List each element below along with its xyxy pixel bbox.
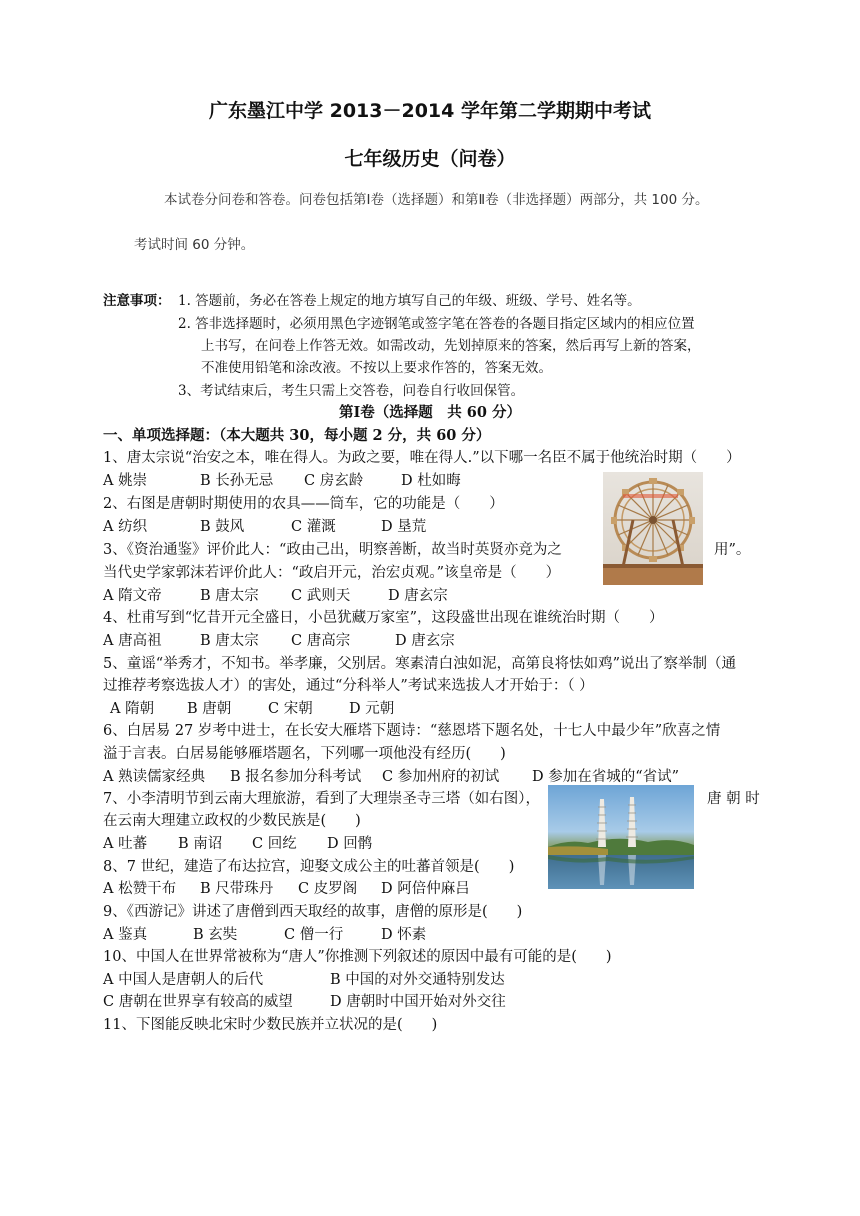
- note-item: 3、考试结束后，考生只需上交答卷，问卷自行收回保管。: [178, 383, 525, 399]
- question-stem: 过推荐考察选拔人才）的害处，通过“分科举人”考试来选拔人才开始于：（ ）: [103, 678, 594, 694]
- question-stem: 10、中国人在世界常被称为“唐人”你推测下列叙述的原因中最有可能的是( ): [103, 949, 612, 965]
- option: D 垦荒: [381, 519, 427, 535]
- option: B 唐太宗: [200, 633, 259, 649]
- note-item: 上书写，在问卷上作答无效。如需改动，先划掉原来的答案，然后再写上新的答案，: [201, 338, 701, 354]
- question-stem: 9、《西游记》讲述了唐僧到西天取经的故事，唐僧的原形是( ): [103, 904, 523, 920]
- option: C 唐高宗: [291, 633, 351, 649]
- option: B 尺带珠丹: [200, 881, 274, 897]
- option: D 元朝: [349, 701, 395, 717]
- question-stem: 2、右图是唐朝时期使用的农具——筒车，它的功能是（ ）: [103, 496, 504, 512]
- option: D 杜如晦: [401, 473, 461, 489]
- question-stem: 1、唐太宗说“治安之本，唯在得人。为政之要，唯在得人.”以下哪一名臣不属于他统治时期（ ）: [103, 450, 741, 466]
- option: A 纺织: [103, 519, 148, 535]
- option: A 中国人是唐朝人的后代: [103, 972, 264, 988]
- option: C 参加州府的初试: [382, 769, 500, 785]
- notes-label: 注意事项：: [103, 293, 171, 309]
- option: A 吐蕃: [103, 836, 148, 852]
- option: C 回纥: [252, 836, 297, 852]
- option: C 宋朝: [268, 701, 313, 717]
- waterwheel-icon: [603, 472, 703, 585]
- pagoda-icon: [548, 785, 694, 889]
- question-stem: 5、童谣“举秀才，不知书。举孝廉，父别居。寒素清白浊如泥，高第良将怯如鸡”说出了察举制（通: [103, 656, 737, 672]
- option: B 中国的对外交通特别发达: [330, 972, 505, 988]
- question-stem: 3、《资治通鉴》评价此人：“政由己出，明察善断，故当时英贤亦竞为之: [103, 542, 562, 558]
- option: D 阿倍仲麻吕: [381, 881, 470, 897]
- option: B 鼓风: [200, 519, 245, 535]
- option: B 唐朝: [187, 701, 232, 717]
- option: B 报名参加分科考试: [230, 769, 362, 785]
- question-stem: 11、下图能反映北宋时少数民族并立状况的是( ): [103, 1017, 438, 1033]
- option: C 皮罗阁: [298, 881, 358, 897]
- exam-intro: 本试卷分问卷和答卷。问卷包括第Ⅰ卷（选择题）和第Ⅱ卷（非选择题）两部分，共 100 分。: [164, 192, 709, 208]
- option: B 长孙无忌: [200, 473, 274, 489]
- option: C 唐朝在世界享有较高的威望: [103, 994, 293, 1010]
- option: D 参加在省城的“省试”: [532, 769, 680, 785]
- option: A 鉴真: [103, 927, 148, 943]
- option: D 唐朝时中国开始对外交往: [330, 994, 506, 1010]
- option: C 灌溉: [291, 519, 336, 535]
- section-heading: 一、单项选择题：（本大题共 30，每小题 2 分，共 60 分）: [103, 427, 491, 444]
- option: B 南诏: [178, 836, 223, 852]
- part1-heading: 第Ⅰ卷（选择题 共 60 分）: [338, 404, 522, 421]
- option: D 怀素: [381, 927, 427, 943]
- question-stem: 溢于言表。白居易能够雁塔题名，下列哪一项他没有经历( ): [103, 746, 506, 762]
- option: B 唐太宗: [200, 588, 259, 604]
- option: A 姚崇: [103, 473, 148, 489]
- option: C 僧一行: [284, 927, 344, 943]
- question-stem: 8、7 世纪，建造了布达拉宫，迎娶文成公主的吐蕃首领是( ): [103, 859, 515, 875]
- option: C 房玄龄: [304, 473, 364, 489]
- option: D 回鹘: [327, 836, 373, 852]
- question-stem: 4、杜甫写到“忆昔开元全盛日，小邑犹藏万家室”，这段盛世出现在谁统治时期（ ）: [103, 610, 664, 626]
- exam-time: 考试时间 60 分钟。: [134, 237, 255, 253]
- note-item: 1. 答题前，务必在答卷上规定的地方填写自己的年级、班级、学号、姓名等。: [178, 293, 641, 309]
- question-stem: 当代史学家郭沫若评价此人：“政启开元，治宏贞观。”该皇帝是（ ）: [103, 565, 561, 581]
- exam-title: 广东墨江中学 2013－2014 学年第二学期期中考试: [209, 100, 651, 122]
- note-item: 2. 答非选择题时，必须用黑色字迹钢笔或签字笔在答卷的各题目指定区域内的相应位置: [178, 316, 695, 332]
- question-stem: 在云南大理建立政权的少数民族是( ): [103, 813, 361, 829]
- option: A 隋文帝: [103, 588, 162, 604]
- three-pagodas-figure: [548, 785, 694, 889]
- option: D 唐玄宗: [395, 633, 455, 649]
- option: A 隋朝: [110, 701, 155, 717]
- option: A 松赞干布: [103, 881, 177, 897]
- question-stem-tail: 用”。: [714, 542, 751, 558]
- question-stem: 6、白居易 27 岁考中进士，在长安大雁塔下题诗：“慈恩塔下题名处，十七人中最少年”欣喜之情: [103, 723, 721, 739]
- option: D 唐玄宗: [388, 588, 448, 604]
- option: A 熟读儒家经典: [103, 769, 206, 785]
- option: A 唐高祖: [103, 633, 162, 649]
- question-stem: 7、小李清明节到云南大理旅游，看到了大理崇圣寺三塔（如右图），: [103, 791, 540, 807]
- exam-subtitle: 七年级历史（问卷）: [344, 148, 516, 170]
- question-stem-tail: 唐 朝 时: [707, 791, 760, 807]
- option: B 玄奘: [193, 927, 238, 943]
- waterwheel-figure: [603, 472, 703, 585]
- option: C 武则天: [291, 588, 351, 604]
- note-item: 不准使用铅笔和涂改液。不按以上要求作答的，答案无效。: [201, 360, 552, 376]
